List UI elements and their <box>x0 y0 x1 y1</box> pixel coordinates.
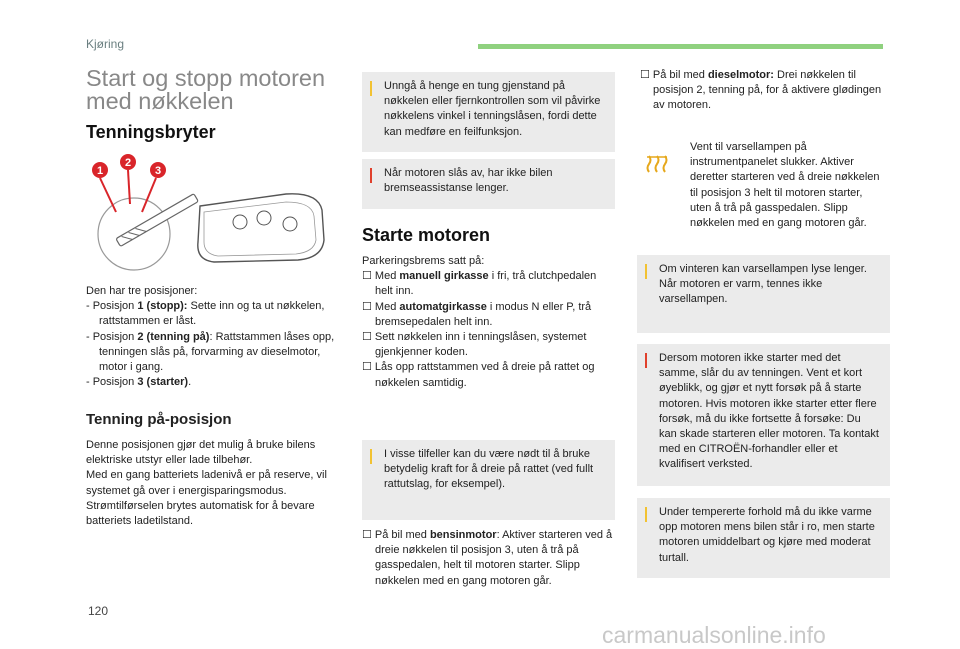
lock-button-icon <box>233 215 247 229</box>
callout-3-label: 3 <box>154 165 162 177</box>
step-item: ☐ Med manuell girkasse i fri, trå clutchpedalen helt inn. <box>362 270 597 298</box>
warning-box-not-starting: Dersom motoren ikke starter med det samme, slår du av tenningen. Vent et kort øyeblikk, og gjør et nytt forsøk på å starte motoren. Hvis motoren ikke starter etter flere forsøk, må du ikke fortsette å forsøke: Du kan skade starteren eller motoren. Ta kontakt med en CITROËN-forhandler eller et kvalifisert verksted. <box>637 344 890 486</box>
start-intro: Parkeringsbrems satt på: <box>362 255 485 267</box>
page-number: 120 <box>88 604 109 618</box>
ignition-on-para: Denne posisjonen gjør det mulig å bruke bilens elektriske utstyr eller lade tilbehør. <box>86 439 316 467</box>
petrol-step: ☐ På bil med bensinmotor: Aktiver starteren ved å dreie nøkkelen til posisjon 3, uten å trå på gasspedalen, helt til motoren starter. Slipp nøkkelen med en gang motoren går. <box>362 529 613 587</box>
trunk-button-icon <box>257 211 271 225</box>
step-item: ☐ Lås opp rattstammen ved å dreie på rattet og nøkkelen samtidig. <box>362 361 595 389</box>
ignition-on-text <box>86 438 348 529</box>
info-marker-icon <box>370 81 372 96</box>
unlock-button-icon <box>283 217 297 231</box>
arrow-position-3 <box>142 178 156 212</box>
start-steps <box>362 254 612 391</box>
info-box-winter: Om vinteren kan varsellampen lyse lenger. Når motoren er varm, tennes ikke varsellampen. <box>637 255 890 333</box>
diesel-step: ☐ På bil med dieselmotor: Drei nøkkelen til posisjon 2, tenning på, for å aktivere glødingen av motoren. <box>640 69 882 112</box>
warning-marker-icon <box>370 168 372 183</box>
position-item: - Posisjon 2 (tenning på): Rattstammen låses opp, tenningen slås på, forvarming av dieselmotor, motor i gang. <box>86 330 335 374</box>
info-marker-icon <box>645 264 647 279</box>
heading-ignition-switch: Tenningsbryter <box>86 122 216 142</box>
info-box-heavy-key: Unngå å henge en tung gjenstand på nøkkelen eller fjernkontrollen som vil påvirke nøkkelens vinkel i tenningslåsen, fordi dette kan medføre en feilfunksjon. <box>362 72 615 152</box>
ignition-key-illustration <box>86 150 346 280</box>
watermark-text: carmanualsonline.info <box>602 622 826 648</box>
page-title-line2: med nøkkelen <box>86 88 234 114</box>
warning-marker-icon <box>645 353 647 368</box>
ignition-on-para: Strømtilførselen brytes automatisk for å bevare batteriets ladetilstand. <box>86 499 315 528</box>
page-title <box>86 67 346 113</box>
key-blade <box>116 194 198 247</box>
positions-block <box>86 284 348 390</box>
warning-box-brake-assist: Når motoren slås av, har ikke bilen bremseassistanse lenger. <box>362 159 615 209</box>
arrow-position-1 <box>100 178 116 212</box>
info-marker-icon <box>370 449 372 464</box>
page-title-line1: Start og stopp motoren <box>86 65 326 91</box>
callout-1-label: 1 <box>96 165 104 177</box>
ignition-on-para: Med en gang batteriets ladenivå er på reserve, vil systemet gå over i energisparingsmodus. <box>86 469 327 497</box>
position-item: - Posisjon 1 (stopp): Sette inn og ta ut nøkkelen, rattstammen er låst. <box>86 300 325 328</box>
heading-ignition-on: Tenning på-posisjon <box>86 411 232 428</box>
positions-intro: Den har tre posisjoner: <box>86 285 198 297</box>
step-item: ☐ Med automatgirkasse i modus N eller P, trå bremsepedalen helt inn. <box>362 300 592 328</box>
glow-plug-warning-icon <box>646 152 676 176</box>
section-label: Kjøring <box>86 37 125 51</box>
callout-2-label: 2 <box>124 157 132 169</box>
heading-start-engine: Starte motoren <box>362 225 491 245</box>
info-marker-icon <box>645 507 647 522</box>
glow-plug-text: Vent til varsellampen på instrumentpanelet slukker. Aktiver deretter starteren ved å dreie nøkkelen til posisjon 3 helt til motoren starter, uten å trå på gasspedalen. Slipp nøkkelen med en gang motoren går. <box>690 141 880 230</box>
step-item: ☐ Sett nøkkelen inn i tenningslåsen, systemet gjenkjenner koden. <box>362 331 587 359</box>
position-item: - Posisjon 3 (starter). <box>86 376 192 389</box>
info-box-temperate: Under tempererte forhold må du ikke varme opp motoren mens bilen står i ro, men starte motoren umiddelbart og kjøre med moderat turtall. <box>637 498 890 578</box>
info-box-steering-force: I visse tilfeller kan du være nødt til å bruke betydelig kraft for å dreie på rattet (ved fullt rattutslag, for eksempel). <box>362 440 615 520</box>
section-accent-bar <box>478 44 883 49</box>
